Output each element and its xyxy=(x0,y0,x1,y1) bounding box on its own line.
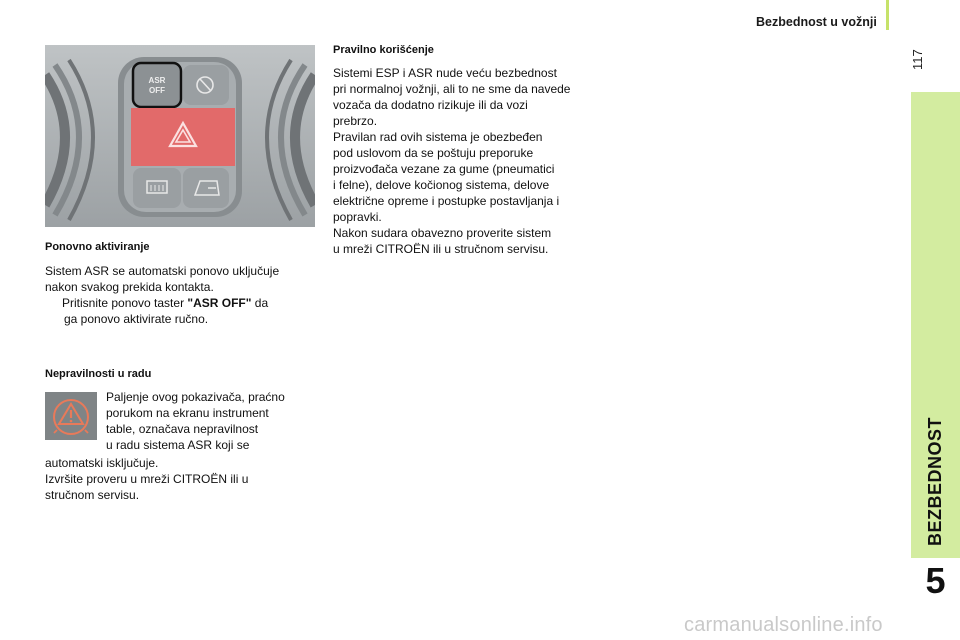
running-header: Bezbednost u vožnji xyxy=(756,15,877,29)
malfunction-line-4: u radu sistema ASR koji se xyxy=(106,438,250,452)
door-lock-button xyxy=(183,168,229,208)
reactivation-heading: Ponovno aktiviranje xyxy=(45,241,150,253)
proper-use-body xyxy=(333,65,570,257)
reactivation-line-1: Sistem ASR se automatski ponovo uključuje xyxy=(45,264,280,278)
bullet-instruction xyxy=(45,295,268,311)
rear-demist-button xyxy=(133,168,181,208)
proper-use-line-1: Sistemi ESP i ASR nude veću bezbednost xyxy=(333,66,557,80)
malfunction-line-5: automatski isključuje. xyxy=(45,456,159,470)
proper-use-line-3: vozača da dodatno rizikuje ili da vozi xyxy=(333,98,528,112)
proper-use-heading: Pravilno korišćenje xyxy=(333,44,434,56)
malfunction-line-6: Izvršite proveru u mreži CITROËN ili u xyxy=(45,472,249,486)
watermark-text: carmanualsonline.info xyxy=(684,614,883,636)
asr-off-label-line2: OFF xyxy=(149,86,165,95)
asr-off-button xyxy=(133,63,181,107)
proper-use-line-4: prebrzo. xyxy=(333,114,378,128)
chapter-title: BEZBEDNOST xyxy=(925,416,945,546)
bullet-text-after: da xyxy=(251,296,269,310)
proper-use-line-12: u mreži CITROËN ili u stručnom servisu. xyxy=(333,242,549,256)
malfunction-line-1: Paljenje ovog pokazivača, praćno xyxy=(106,390,285,404)
asr-off-label-line1: ASR xyxy=(148,76,166,85)
proper-use-line-10: popravki. xyxy=(333,210,382,224)
proper-use-line-7: proizvođača vezane za gume (pneumatici xyxy=(333,162,555,176)
proper-use-line-2: pri normalnoj vožnji, ali to ne sme da navede xyxy=(333,82,571,96)
proper-use-line-6: pod uslovom da se poštuju preporuke xyxy=(333,146,534,160)
proper-use-line-11: Nakon sudara obavezno proverite sistem xyxy=(333,226,552,240)
chapter-side-tab-label-wrap xyxy=(911,92,960,558)
proper-use-line-9: električne opreme i postupke postavljanja i xyxy=(333,194,560,208)
proper-use-line-5: Pravilan rad ovih sistema je obezbeđen xyxy=(333,130,543,144)
bullet-bold-asr-off: "ASR OFF" xyxy=(187,296,252,310)
bullet-line-2: ga ponovo aktivirate ručno. xyxy=(64,312,209,326)
hazard-warning-button xyxy=(131,108,235,166)
reactivation-line-2: nakon svakog prekida kontakta. xyxy=(45,280,214,294)
malfunction-line-7: stručnom servisu. xyxy=(45,488,140,502)
malfunction-line-3: table, označava nepravilnost xyxy=(106,422,259,436)
header-accent-line xyxy=(886,0,889,30)
chapter-number: 5 xyxy=(925,560,946,601)
page-number: 117 xyxy=(910,49,925,71)
bullet-text-before: Pritisnite ponovo taster xyxy=(62,296,188,310)
dashboard-switch-photo xyxy=(45,45,315,227)
malfunction-heading: Nepravilnosti u radu xyxy=(45,368,152,380)
stop-start-button xyxy=(183,65,229,105)
proper-use-line-8: i felne), delove kočionog sistema, delove xyxy=(333,178,550,192)
malfunction-line-2: porukom na ekranu instrument xyxy=(106,406,269,420)
warning-triangle-icon xyxy=(45,392,97,440)
